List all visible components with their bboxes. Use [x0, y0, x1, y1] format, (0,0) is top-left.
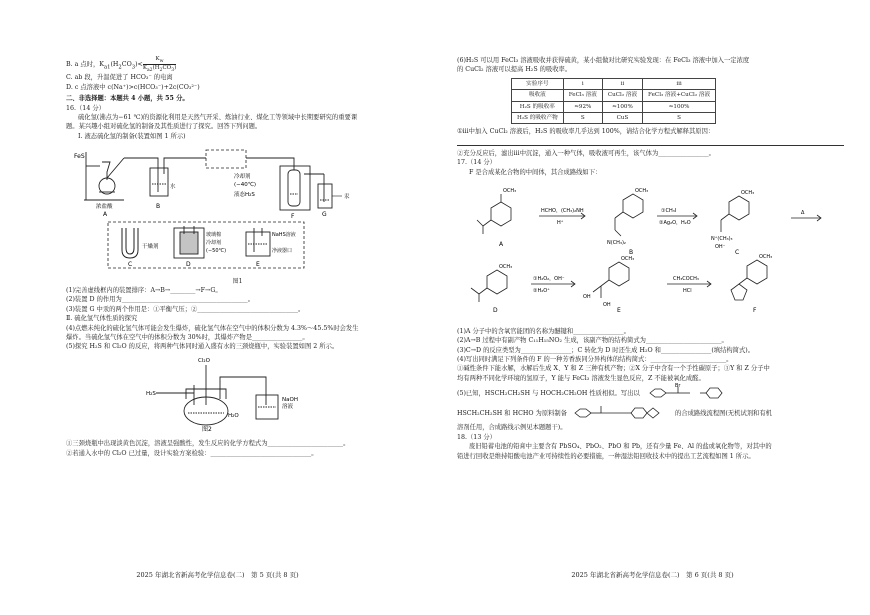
label-mol-d: D: [493, 307, 498, 315]
table-cell: 实验序号: [512, 78, 564, 89]
q17-4: (4)写出同时满足下列条件的 F 的一种芳香族同分异构体的结构简式：________________________。: [457, 355, 733, 363]
apparatus-g: [318, 174, 332, 208]
part-2-title: Ⅱ. 硫化氢气体性质的探究: [66, 315, 138, 323]
reagent-4b: HCl: [683, 288, 692, 295]
label-a: A: [103, 211, 108, 219]
molecule-c-ring: [729, 196, 749, 220]
section-2-title: 二、非选择题：本题共 4 小题，共 55 分。: [66, 95, 189, 103]
water-label: 水: [170, 184, 176, 191]
table-cell: S: [563, 113, 602, 124]
e-ome: OCH₃: [621, 256, 635, 263]
table-cell: ⅰ: [563, 78, 602, 89]
right-page: [435, 0, 870, 615]
q16-6c: ①ⅲ中加入 CuCl₂ 溶液后，H₂S 的吸收率几乎达到 100%，请结合化学方程式解释其原因：: [457, 128, 715, 136]
q17-intro: F 是合成某化合物的中间体，其合成路线如下：: [469, 168, 602, 176]
table-cell: S: [643, 113, 716, 124]
naoh-sol-label: 溶液: [282, 403, 294, 410]
right-footer: 2025 年湖北省新高考化学信息卷(二) 第 6 页(共 8 页): [571, 571, 734, 580]
mercury-label: 汞: [344, 194, 350, 201]
reagent-1: HCHO，(CH₃)₂NH: [541, 208, 584, 215]
q16-3: (3)装置 G 中汞的两个作用是：①平衡气压；②________________________________。: [66, 305, 305, 313]
reagent-2b: ②Ag₂O，H₂O: [659, 220, 691, 227]
table-cell: ⅲ: [643, 78, 716, 89]
apparatus-c: [122, 228, 138, 258]
q16-5b: ①三颈烧瓶中出现淡黄色沉淀，溶液呈强酸性，发生反应的化学方程式为________________________。: [66, 440, 350, 448]
three-neck-flask: [156, 365, 266, 425]
figure-1: [66, 144, 406, 274]
label-c: C: [128, 261, 133, 269]
apparatus-f: [280, 166, 324, 210]
reagent-1b: H⁺: [557, 220, 564, 227]
table-cell: CuCl₂ 溶液: [602, 90, 642, 101]
option-d: D. c 点溶液中 c(Na⁺)>c(HCO₃⁻)+2c(CO₃²⁻): [66, 83, 200, 91]
cl2o-label: Cl₂O: [198, 357, 210, 364]
label-g: G: [322, 211, 327, 219]
q17-4b: ①碱性条件下能水解，水解后生成 X、Y 和 Z 三种有机产物；②X 分子中含有一个手性碳原子；③Y 和 Z 分子中: [457, 365, 770, 373]
d-ome: OCH₃: [499, 264, 513, 271]
q16-1: (1)完善虚线框内的装置排序：A→B→________→F→G。: [66, 286, 222, 294]
heat-symbol: Δ: [801, 210, 805, 217]
absorption-table: [511, 78, 716, 125]
molecule-f-ring: [747, 260, 767, 284]
q18-a: 废旧铅蓄电池的铅膏中主要含有 PbSO₄、PbO₂、PbO 和 Pb，还有少量 Fe、Al 的盐或氧化物等，对其中的: [469, 443, 772, 451]
molecule-d-ring: [487, 270, 507, 294]
q16-6a: (6)H₂S 可以用 FeCl₃ 溶液吸收并获得硫黄，某小组做对比研究实验发现：在 FeCl₃ 溶液中加入一定浓度: [457, 57, 750, 64]
q16-intro-2: 题。某兴趣小组对硫化氢的制备及其性质进行了探究。回答下列问题。: [66, 123, 262, 131]
q17-5b: HSCH₂CH₂SH 和 HCHO 为原料制备: [457, 409, 568, 417]
dry-coolant-label: 冷却剂: [206, 240, 222, 247]
table-row: [512, 90, 716, 101]
q17-3: (3)C→D 的反应类型为________________；C 转化为 D 时还生成 H₂O 和________________(填结构简式)。: [457, 346, 755, 354]
reagent-2: ①CH₃I: [661, 208, 677, 215]
molecule-b-ring: [623, 194, 643, 218]
apparatus-b: [150, 166, 168, 196]
q16-4b: 爆炸。当硫化氢气体在空气中的体积分数为 30%时，其爆炸产物是________________。: [66, 333, 309, 341]
e-oh-2: OH: [603, 302, 611, 309]
nahs-label: NaHS溶液: [272, 232, 296, 239]
q18-b: 铅进行回收是维持铅酸电池产业可持续性的必要措施，一种湿法铅回收技术中的提出工艺流程如图 1 所示。: [457, 452, 755, 460]
q16-6b: 的 CuCl₂ 溶液可以提高 H₂S 的吸收率。: [457, 66, 572, 74]
e-oh-1: OH: [583, 294, 591, 301]
figure-2-caption: 图2: [202, 425, 212, 433]
label-e: E: [256, 261, 260, 269]
b-ome: OCH₃: [635, 188, 649, 195]
fes-label: FeS: [74, 153, 85, 161]
acid-label: 浓盐酸: [96, 204, 113, 211]
table-cell: CuS: [602, 113, 642, 124]
label-mol-f: F: [753, 307, 757, 315]
dashed-box: [206, 150, 246, 168]
q17-5d: 溶剂任用，合成路线示例见本题题干)。: [457, 424, 567, 432]
desiccant-label: 干燥剂: [142, 244, 159, 251]
table-cell: ≈100%: [602, 101, 642, 112]
q17-heading: 17.（14 分）: [457, 159, 496, 167]
label-d: D: [186, 261, 191, 269]
target-molecule-1: [644, 383, 734, 403]
table-cell: ⅱ: [602, 78, 642, 89]
q17-4c: 均有两种不同化学环境的氢原子，Y 能与 FeCl₃ 溶液发生显色反应，Z 不能被氧化成醛。: [457, 374, 705, 382]
table-header: [512, 78, 716, 89]
q17-5-row: [457, 383, 844, 403]
clean-label: 净液器口: [272, 248, 293, 255]
dry-temp-label: (−50℃): [206, 248, 227, 255]
q16-5a: (5)探究 H₂S 和 Cl₂O 的反应，将两种气体同时通入盛有水的三颈烧瓶中，实验装置如图 2 所示。: [66, 343, 339, 351]
q18-heading: 18.（13 分）: [457, 433, 496, 441]
label-f: F: [291, 213, 295, 221]
coolant-label: 冷却剂: [234, 174, 251, 181]
h2o-label: H₂O: [228, 412, 239, 419]
q16-intro-1: 硫化氢(沸点为−61 ℃)的资源化利用是天然气开采、炼油行业、煤化工等领域中长期要研究的重要课: [78, 114, 358, 121]
h2s-label: H₂S: [146, 390, 156, 397]
reagent-3b: ②H₂O⁺: [533, 288, 550, 295]
option-b: B. a 点时，$K_{a1}(H_2CO_3)<$ $\frac{K_w}{K_{a2}(H_2CO_3)}$: [66, 56, 177, 74]
c-nme3: N⁺(CH₃)₃: [711, 236, 733, 243]
a-ome: OCH₃: [503, 188, 517, 195]
q16-heading: 16.（14 分）: [66, 104, 105, 112]
b-nme2: N(CH₃)₂: [607, 240, 626, 247]
apparatus-a: [84, 152, 124, 200]
table-cell: FeCl₃ 溶液: [563, 90, 602, 101]
answer-line: [457, 137, 844, 146]
q16-5c: ②若通入水中的 Cl₂O 已过量，设计实验方案检验：________________________________。: [66, 449, 318, 457]
table-cell: FeCl₃ 溶液+CuCl₂ 溶液: [643, 90, 716, 101]
target-molecule-2: [571, 403, 671, 423]
q17-5-row-2: [457, 403, 844, 423]
q16-4a: (4)点燃未纯化的硫化氢气体可能会发生爆炸，硫化氢气体在空气中的体积分数为 4.3%～45.5%时会发生: [66, 324, 359, 332]
apparatus-d: [174, 226, 204, 258]
table-row: [512, 101, 716, 112]
q17-2: (2)A→B 过程中有副产物 C₁₁H₁₅NO₂ 生成，该副产物的结构简式为________________________。: [457, 337, 728, 345]
table-cell: H₂S 的吸收产物: [512, 113, 564, 124]
synthesis-scheme: [457, 180, 847, 320]
label-mol-e: E: [617, 307, 621, 315]
figure-1-caption: 图1: [232, 277, 243, 285]
table-row: [512, 113, 716, 124]
apparatus-e: [246, 228, 270, 256]
reagent-4: CH₃COCH₃: [673, 276, 699, 283]
naoh-label: NaOH: [282, 396, 298, 403]
naoh-beaker: [256, 395, 278, 419]
q16-2: (2)装置 D 的作用为________________________________________。: [66, 296, 254, 304]
figure-2: [66, 355, 406, 433]
q17-5c: 的合成路线流程图(无机试剂和有机: [675, 409, 772, 417]
table-cell: 吸收液: [512, 90, 564, 101]
label-mol-b: B: [629, 249, 634, 257]
table-cell: H₂S 的吸收率: [512, 101, 564, 112]
q17-1: (1)A 分子中的含氧官能团的名称为醚键和________________。: [457, 327, 630, 335]
q16-6d: ②充分反应后，滤出ⅲ中沉淀，通入一种气体，吸收液可再生，该气体为________________。: [457, 149, 715, 157]
f-ome: OCH₃: [759, 254, 773, 261]
table-cell: ≈100%: [643, 101, 716, 112]
label-mol-a: A: [499, 241, 504, 249]
part-1-title: Ⅰ. 液态硫化氢的制备(装置如图 1 所示): [78, 132, 186, 140]
glasswool-label: 玻璃棉: [206, 232, 222, 239]
option-c: C. ab 段，升温促进了 HCO₃⁻ 的电离: [66, 74, 173, 82]
temp-label: (−40℃): [234, 182, 257, 189]
left-footer: 2025 年湖北省新高考化学信息卷(二) 第 5 页(共 8 页): [136, 571, 299, 580]
table-cell: ≈92%: [563, 101, 602, 112]
liquid-h2s-label: 液态H₂S: [234, 192, 255, 199]
label-b: B: [156, 203, 161, 211]
q17-5a: (5)已知，HSCH₂CH₂SH 与 HOCH₂CH₂OH 性质相似。写出以: [457, 389, 640, 397]
reagent-3: ①H₂O₂，OH⁻: [533, 276, 565, 283]
molecule-e-ring: [609, 262, 629, 286]
c-oh: OH⁻: [715, 244, 726, 251]
bromo-label: Br: [674, 383, 681, 390]
c-ome: OCH₃: [741, 190, 755, 197]
label-mol-c: C: [735, 249, 740, 257]
molecule-a-ring: [491, 202, 511, 226]
